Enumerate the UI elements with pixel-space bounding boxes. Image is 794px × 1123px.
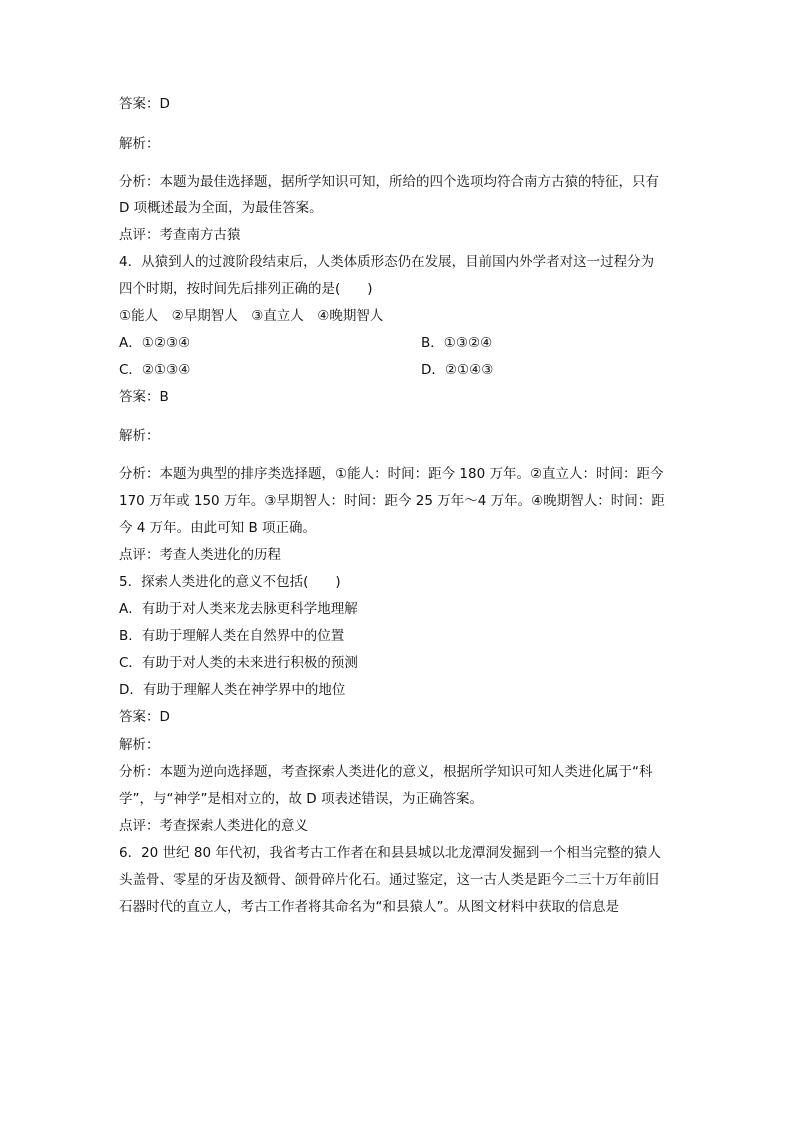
q5-analysis-line: 分析：本题为逆向选择题，考查探索人类进化的意义，根据所学知识可知人类进化属于“科: [119, 764, 653, 780]
q5-option-c: C．有助于对人类的未来进行积极的预测: [119, 655, 358, 671]
q5-analysis-line: 学”，与“神学”是相对立的，故 D 项表述错误，为正确答案。: [119, 791, 483, 807]
q6-stem-line: 头盖骨、零星的牙齿及额骨、颌骨碎片化石。通过鉴定，这一古人类是距今二三十万年前旧: [119, 872, 659, 888]
q4-analysis-line: 今 4 万年。由此可知 B 项正确。: [119, 520, 317, 536]
q4-analysis-line: 分析：本题为典型的排序类选择题，①能人：时间：距今 180 万年。②直立人：时间：距今: [119, 466, 664, 482]
q4-analysis-line: 170 万年或 150 万年。③早期智人：时间：距今 25 万年～4 万年。④晚期智人：时间：距: [119, 493, 665, 509]
q3-answer: 答案：D: [119, 96, 170, 112]
q4-answer: 答案：B: [119, 389, 169, 405]
q5-option-a: A．有助于对人类来龙去脉更科学地理解: [119, 601, 358, 617]
q3-analysis-label: 解析：: [119, 136, 160, 152]
q4-option-b: B．①③②④: [421, 335, 493, 351]
q5-option-d: D．有助于理解人类在神学界中的地位: [119, 682, 346, 698]
q3-analysis-line: D 项概述最为全面，为最佳答案。: [119, 200, 323, 216]
q3-comment: 点评：考查南方古猿: [119, 227, 241, 243]
q4-comment: 点评：考查人类进化的历程: [119, 547, 281, 563]
q5-stem: 5．探索人类进化的意义不包括( ): [119, 574, 341, 590]
q4-stem-line: 四个时期，按时间先后排列正确的是( ): [119, 281, 373, 297]
q6-stem-line: 6．20 世纪 80 年代初，我省考古工作者在和县县城以北龙潭洞发掘到一个相当完整的猿人: [119, 845, 661, 861]
q5-answer: 答案：D: [119, 709, 170, 725]
q4-option-d: D．②①④③: [421, 362, 494, 378]
q3-analysis-line: 分析：本题为最佳选择题，据所学知识可知，所给的四个选项均符合南方古猿的特征，只有: [119, 174, 659, 190]
q6-stem-line: 石器时代的直立人，考古工作者将其命名为“和县猿人”。从图文材料中获取的信息是: [119, 899, 619, 915]
q4-items: ①能人 ②早期智人 ③直立人 ④晚期智人: [119, 308, 384, 324]
q5-comment: 点评：考查探索人类进化的意义: [119, 818, 308, 834]
q4-stem-line: 4．从猿到人的过渡阶段结束后，人类体质形态仍在发展，目前国内外学者对这一过程分为: [119, 254, 655, 270]
q4-option-c: C．②①③④: [119, 362, 191, 378]
q4-option-a: A．①②③④: [119, 335, 191, 351]
q5-option-b: B．有助于理解人类在自然界中的位置: [119, 628, 345, 644]
q5-analysis-label: 解析：: [119, 737, 160, 753]
q4-analysis-label: 解析：: [119, 428, 160, 444]
